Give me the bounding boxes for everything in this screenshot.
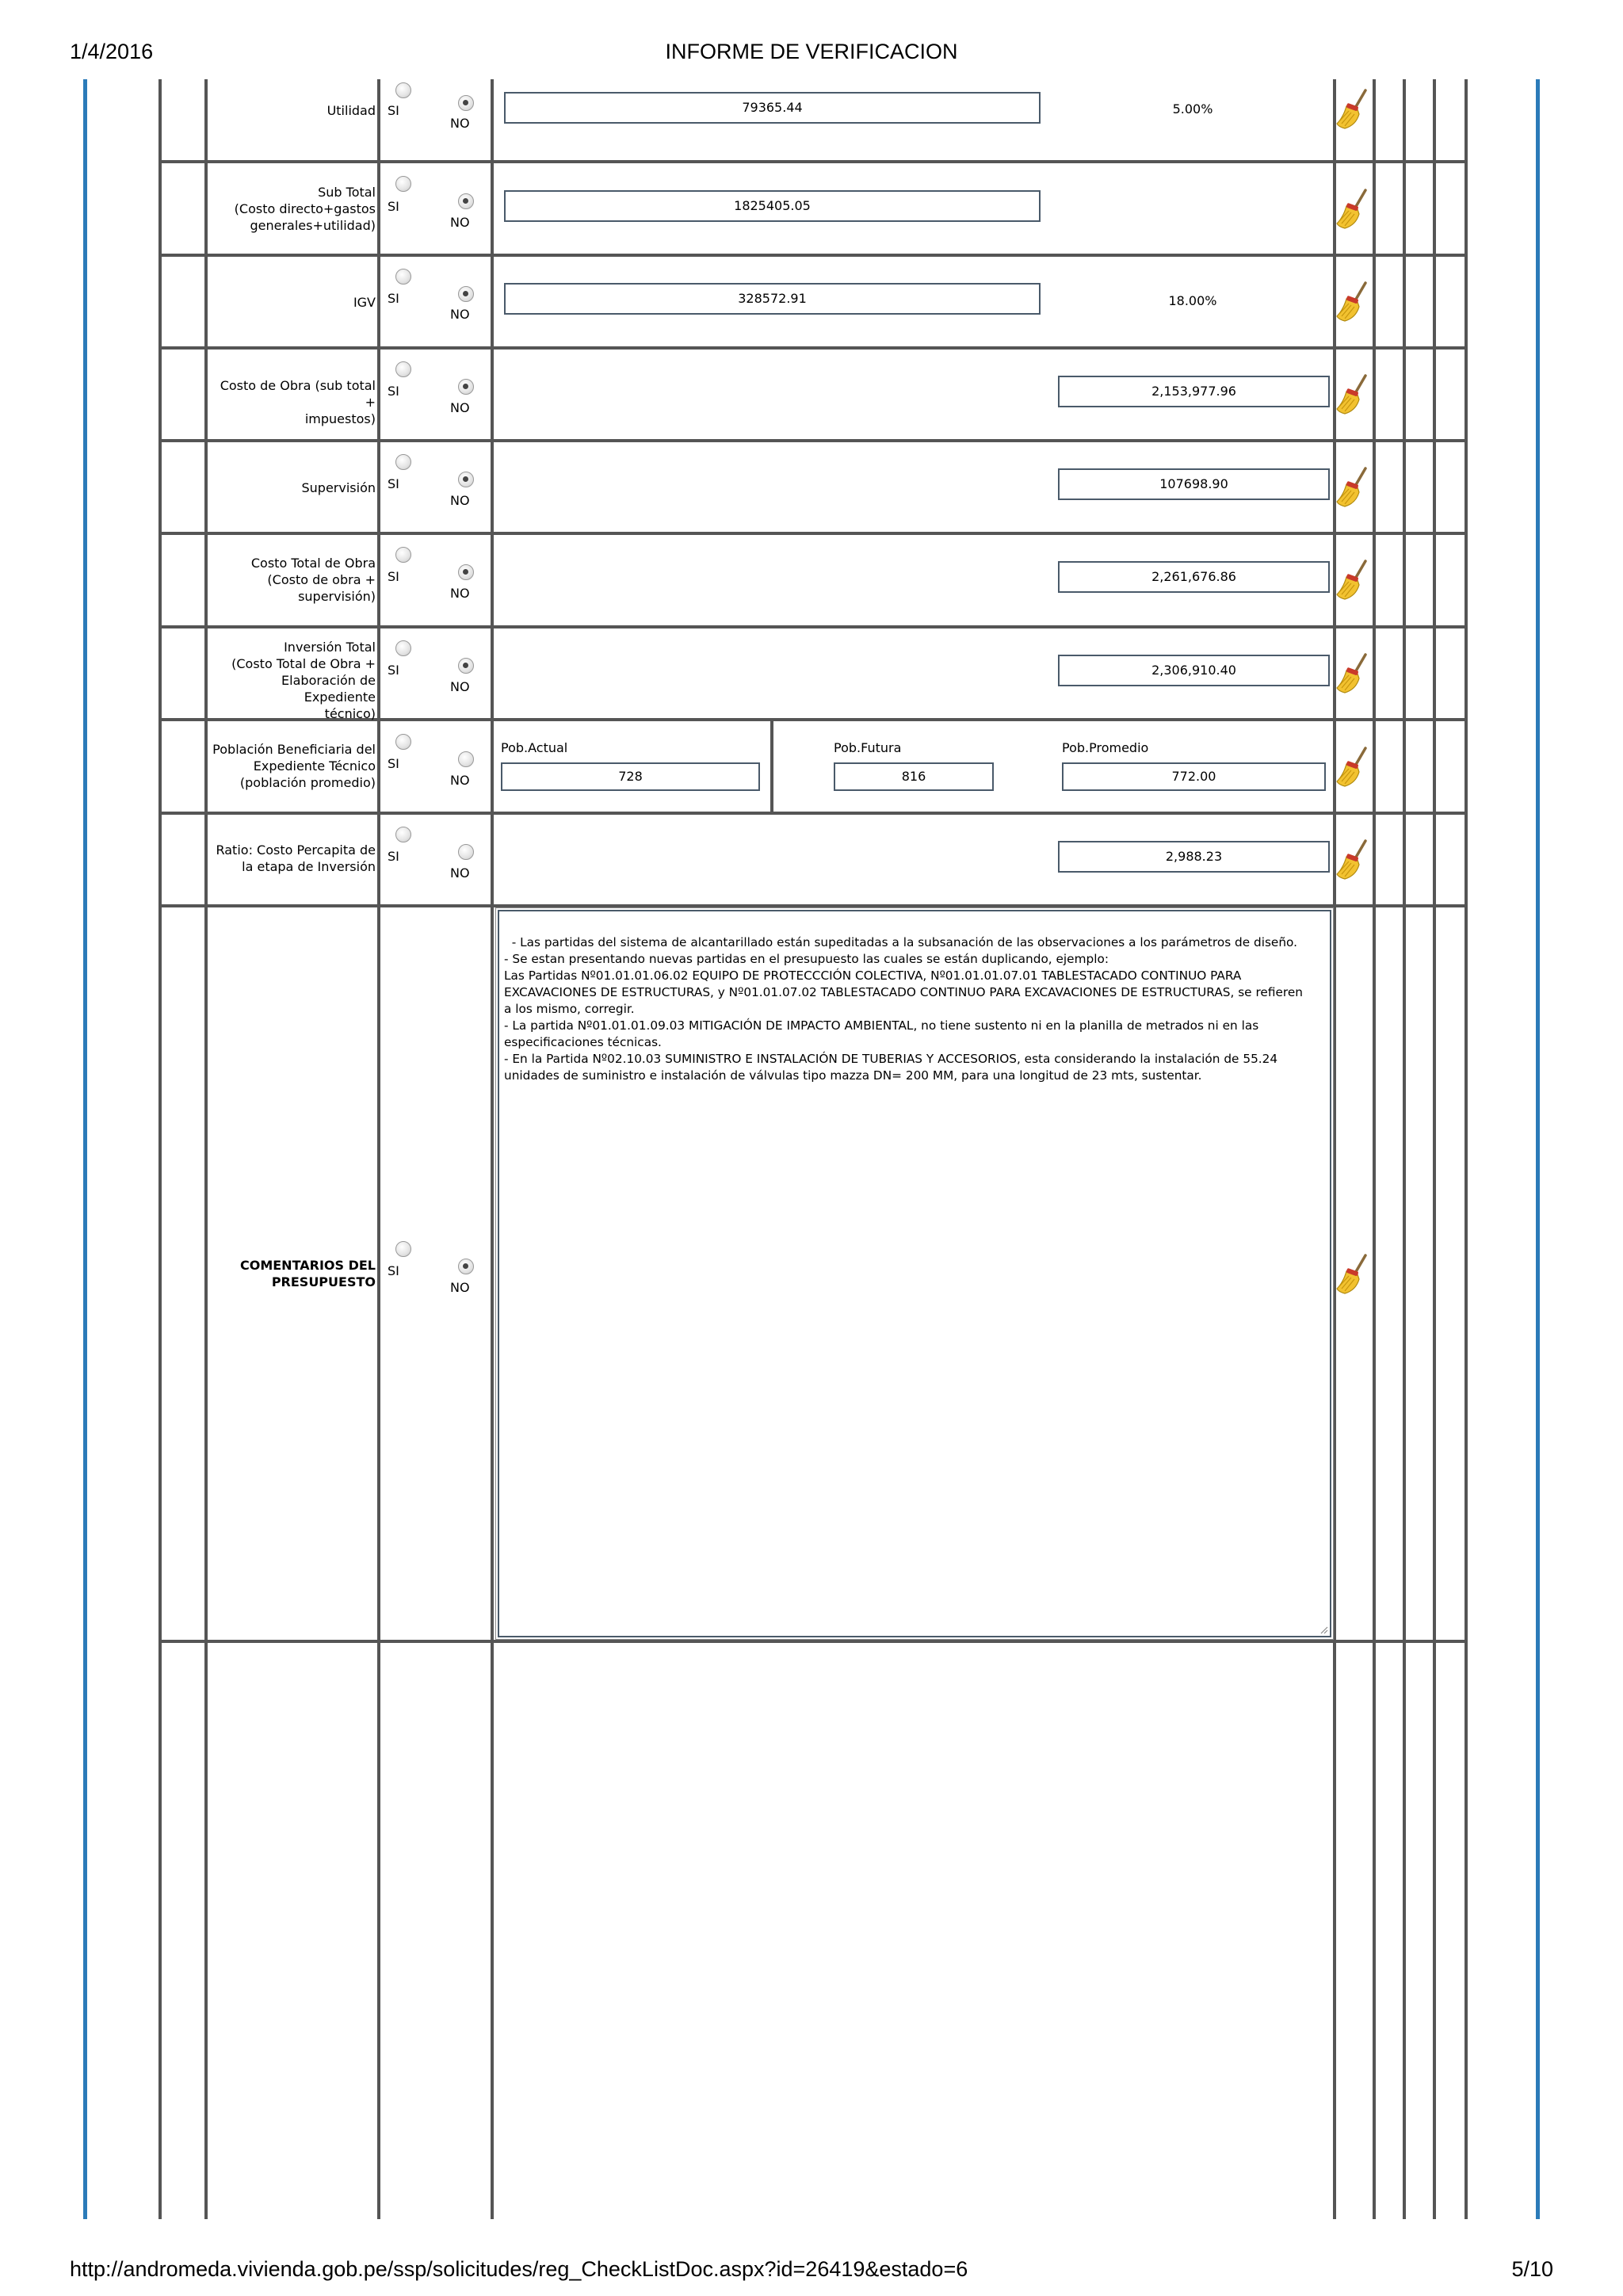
amount-field[interactable]: 328572.91 — [504, 283, 1041, 315]
total-field[interactable]: 2,306,910.40 — [1058, 655, 1330, 686]
option-no-label: NO — [450, 215, 470, 230]
radio-si[interactable] — [395, 454, 411, 470]
right-border — [1536, 79, 1540, 2219]
total-field[interactable]: 107698.90 — [1058, 468, 1330, 500]
pob-futura-field[interactable]: 816 — [834, 762, 994, 791]
total-field[interactable]: 2,261,676.86 — [1058, 561, 1330, 593]
row-label-inversion-total: Inversión Total (Costo Total de Obra + Elaboración de Expediente técnico) — [231, 640, 376, 721]
grid-line — [158, 532, 1468, 535]
radio-si[interactable] — [395, 361, 411, 377]
row-label-igv: IGV — [353, 295, 376, 310]
radio-no[interactable] — [458, 658, 474, 674]
option-si-label: SI — [388, 569, 399, 584]
resize-grip-icon[interactable] — [1319, 1625, 1328, 1634]
radio-si[interactable] — [395, 1241, 411, 1257]
grid-line — [158, 346, 1468, 350]
broom-icon[interactable] — [1335, 560, 1370, 601]
grid-line — [1465, 79, 1468, 2219]
row-label-supervision: Supervisión — [301, 480, 376, 495]
row-label-costo-total-obra: Costo Total de Obra (Costo de obra + supervisión) — [250, 556, 376, 604]
total-field[interactable]: 2,988.23 — [1058, 841, 1330, 873]
broom-icon[interactable] — [1335, 374, 1370, 415]
radio-no[interactable] — [458, 564, 474, 580]
radio-si[interactable] — [395, 734, 411, 750]
radio-no[interactable] — [458, 751, 474, 767]
option-no-label: NO — [450, 1280, 470, 1295]
grid-line — [1403, 79, 1406, 2219]
grid-line — [158, 904, 1468, 907]
row-label-poblacion: Población Beneficiaria del Expediente Técnico (población promedio) — [212, 742, 376, 790]
radio-no[interactable] — [458, 95, 474, 111]
print-date: 1/4/2016 — [70, 40, 154, 63]
percent-value: 18.00% — [1168, 293, 1217, 308]
option-no-label: NO — [450, 865, 470, 881]
option-si-label: SI — [388, 476, 399, 491]
comments-textarea[interactable] — [498, 910, 1331, 1637]
total-field[interactable]: 2,153,977.96 — [1058, 376, 1330, 407]
option-si-label: SI — [388, 199, 399, 214]
comments-text: - Las partidas del sistema de alcantarillado están supeditadas a la subsanación de las observaciones a los parámetros de diseño. - Se estan presentando nuevas partidas en el presupuesto las cuales se están duplicando, ejemplo: Las Partidas Nº01.01.01.06.02 EQUIPO DE PROTECCCIÓN COLECTIVA, Nº01.01.01.07.01 TABLESTACADO CONTINUO PARA EXCAVACIONES DE ESTRUCTURAS, y Nº01.01.07.02 TABLESTACADO CONTINUO PARA EXCAVACIONES DE ESTRUCTURAS, se refieren a los mismo, corregir. - La partida Nº01.01.01.09.03 MITIGACIÓN DE IMPACTO AMBIENTAL, no tiene sustento ni en la planilla de metrados ni en las especificaciones técnicas. - En la Partida Nº02.10.03 SUMINISTRO E INSTALACIÓN DE TUBERIAS Y ACCESORIOS, esta considerando la instalación de 55.24 unidades de suministro e instalación de válvulas tipo mazza DN= 200 MM, para una longitud de 23 mts, sustentar. — [504, 935, 1303, 1083]
grid-line — [158, 439, 1468, 442]
radio-no[interactable] — [458, 286, 474, 302]
grid-line — [1433, 79, 1436, 2219]
grid-line — [158, 625, 1468, 628]
radio-si[interactable] — [395, 547, 411, 563]
grid-line — [1373, 79, 1376, 2219]
grid-line — [158, 254, 1468, 257]
pob-actual-field[interactable]: 728 — [501, 762, 760, 791]
percent-value: 5.00% — [1172, 101, 1213, 117]
row-label-comentarios: COMENTARIOS DEL PRESUPUESTO — [239, 1258, 376, 1289]
amount-field[interactable]: 1825405.05 — [504, 190, 1041, 222]
grid-line — [491, 79, 494, 2219]
broom-icon[interactable] — [1335, 189, 1370, 230]
broom-icon[interactable] — [1335, 747, 1370, 788]
radio-si[interactable] — [395, 176, 411, 192]
grid-line — [377, 79, 380, 2219]
pob-promedio-label: Pob.Promedio — [1062, 740, 1149, 755]
row-label-ratio: Ratio: Costo Percapita de la etapa de Inversión — [216, 842, 376, 874]
option-no-label: NO — [450, 586, 470, 601]
radio-si[interactable] — [395, 82, 411, 98]
pob-futura-label: Pob.Futura — [834, 740, 902, 755]
option-no-label: NO — [450, 679, 470, 694]
option-si-label: SI — [388, 1263, 399, 1278]
page-url: http://andromeda.vivienda.gob.pe/ssp/solicitudes/reg_CheckListDoc.aspx?id=26419&estado=6 — [70, 2257, 968, 2281]
radio-si[interactable] — [395, 640, 411, 656]
row-label-costo-obra: Costo de Obra (sub total + impuestos) — [220, 378, 376, 426]
option-no-label: NO — [450, 307, 470, 322]
row-label-sub-total: Sub Total (Costo directo+gastos generales+utilidad) — [234, 185, 376, 233]
option-no-label: NO — [450, 493, 470, 508]
radio-no[interactable] — [458, 472, 474, 487]
option-no-label: NO — [450, 773, 470, 788]
pob-actual-label: Pob.Actual — [501, 740, 568, 755]
grid-line — [158, 812, 1468, 815]
option-no-label: NO — [450, 116, 470, 131]
radio-si[interactable] — [395, 269, 411, 285]
option-no-label: NO — [450, 400, 470, 415]
radio-no[interactable] — [458, 379, 474, 395]
radio-si[interactable] — [395, 827, 411, 842]
broom-icon[interactable] — [1335, 653, 1370, 694]
option-si-label: SI — [388, 103, 399, 118]
radio-no[interactable] — [458, 844, 474, 860]
page-title: INFORME DE VERIFICACION — [665, 40, 958, 63]
grid-line — [158, 160, 1468, 163]
option-si-label: SI — [388, 756, 399, 771]
option-si-label: SI — [388, 663, 399, 678]
pob-promedio-field[interactable]: 772.00 — [1062, 762, 1326, 791]
broom-icon[interactable] — [1335, 839, 1370, 881]
option-si-label: SI — [388, 849, 399, 864]
radio-no[interactable] — [458, 193, 474, 209]
option-si-label: SI — [388, 291, 399, 306]
row-label-utilidad: Utilidad — [327, 103, 376, 118]
grid-line — [158, 1640, 1468, 1643]
broom-icon[interactable] — [1335, 467, 1370, 508]
grid-line — [770, 720, 773, 813]
page-number: 5/10 — [1511, 2257, 1553, 2281]
left-border — [83, 79, 87, 2219]
amount-field[interactable]: 79365.44 — [504, 92, 1041, 124]
broom-icon[interactable] — [1335, 89, 1370, 130]
broom-icon[interactable] — [1335, 281, 1370, 323]
grid-line — [158, 79, 162, 2219]
option-si-label: SI — [388, 384, 399, 399]
radio-no[interactable] — [458, 1259, 474, 1274]
broom-icon[interactable] — [1335, 1254, 1370, 1295]
